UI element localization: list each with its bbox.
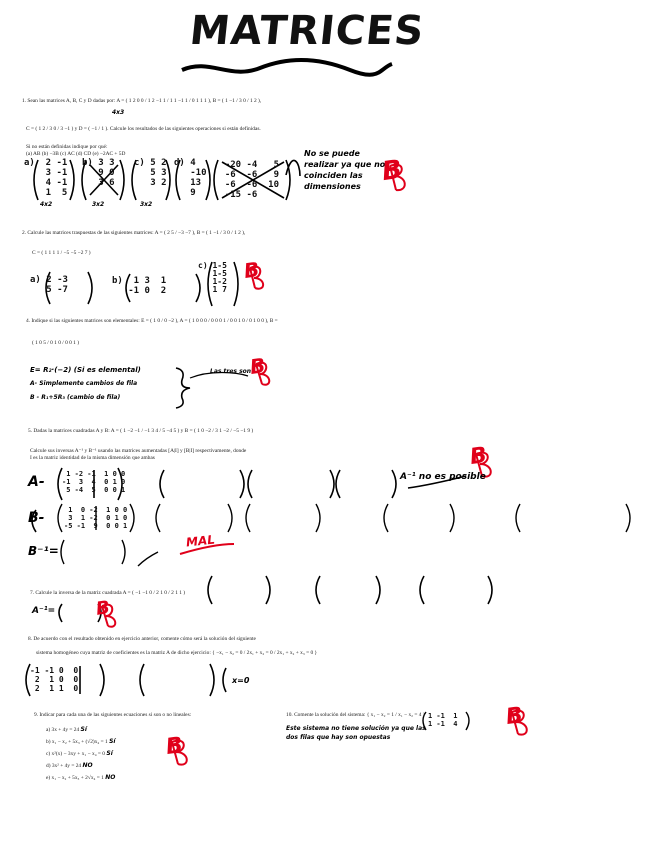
q5-a-work: 1 -2 -1 1 0 0 -1 3 4 0 1 0 5 -4 5 0 0 1 <box>62 470 126 494</box>
q5-b-label: B- <box>28 510 45 526</box>
q7-statement: 7. Calcule la inversa de la matriz cuadrada A = ( −1 −1 0 / 2 1 0 / 2 1 1 ) <box>30 590 186 596</box>
q1-dim-b: 3x2 <box>92 201 105 208</box>
q10-grade: B <box>504 702 525 731</box>
q1-dim-top: 4x3 <box>112 109 125 116</box>
q8-work: -1 -1 0 0 2 1 0 0 2 1 1 0 <box>30 666 79 693</box>
q1-statement-3: Si no están definidas indique por qué: <box>26 144 108 150</box>
q5-grade: B <box>468 442 489 471</box>
q9-answer: Sí <box>106 750 113 757</box>
q9-answer: NO <box>82 762 93 769</box>
q9-item <box>46 726 186 734</box>
q7-grade: B <box>94 597 112 620</box>
q2-work-c: c) 1-5 1-5 1-2 1 7 <box>198 261 227 294</box>
q4-line-e: E= R₂·(−2) (Si es elemental) <box>30 366 141 374</box>
q5-statement-3: I es la matriz identidad de la misma dimensión que ambas <box>30 455 155 461</box>
q10-statement: 10. Comente la solución del sistema: { x₁ − x₂ = 1 / x₁ − x₂ = 4 } <box>286 712 426 718</box>
q9-answer: Sí <box>109 738 116 745</box>
q1-dim-a: 4x2 <box>40 201 53 208</box>
q9-eq: d) 3x² + 4y = 24 <box>46 763 82 769</box>
q9-answer: NO <box>105 774 116 781</box>
q8-statement-2: sistema homogéneo cuya matriz de coeficientes es la matriz A de dicho ejercicio: { −x₁ − x₂ = 0 / 2x₁ + x₂ = 0 / 2x₁ + x₂ + x₃ = 0 } <box>36 650 318 656</box>
q9-item <box>46 750 186 758</box>
q2-work-b: b) 1 3 1 -1 0 2 <box>112 276 167 296</box>
q9-eq: c) x²(x) − 3xy + x₁ − x₄ = 0 <box>46 751 106 757</box>
q9-eq: a) 3x + 4y = 24 <box>46 727 80 733</box>
q4-statement: 4. Indique si las siguientes matrices son elementales: E = ( 1 0 / 0 −2 ), A = ( 1 0 0 0 / 0 0 0 1 / 0 0 1 0 / 0 1 0 0 ), B = <box>26 318 278 324</box>
q2-statement: 2. Calcule las matrices traspuestas de las siguientes matrices: A = ( 2 5 / −3 −7 ), B = ( 1 −1 / 3 0 / 1 2 ), <box>22 230 246 236</box>
q9-answer: Sí <box>80 726 87 733</box>
q1-work-d: d) 4 -10 13 9 <box>174 158 207 198</box>
q5-a-label: A- <box>28 474 45 490</box>
q2-grade: B <box>242 257 261 283</box>
q10-answer: Este sistema no tiene solución ya que las dos filas que hay son opuestas <box>286 725 426 741</box>
q5-a-note: A⁻¹ no es posible <box>400 472 486 482</box>
q9-eq: b) x₁ − x₂ + 5x₃ + (√2)x₄ = 1 <box>46 739 108 745</box>
page-title: MATRICES <box>187 8 427 54</box>
q1-items: (a) AB (b) −3B (c) AC (d) CD (e) −2AC + 5D <box>26 151 126 157</box>
q2-work-a: a) 2 -3 5 -7 <box>30 275 68 295</box>
q10-work: 1 -1 1 1 -1 4 <box>428 712 458 728</box>
q9-grade: B <box>164 732 185 761</box>
q1-note: No se puede realizar ya que no coinciden las dimensiones <box>304 149 386 191</box>
q9-eq: e) x₁ − x₂ + 5x₃ + 2√x₄ = 1 <box>46 775 104 781</box>
q1-statement: 1. Sean las matrices A, B, C y D dadas por: A = ( 1 2 0 0 / 1 2 −1 1 / 1 1 −1 1 / 0 1 1 1 ), B = ( 1 −1 / 3 0 / 1 2 ), <box>22 98 262 104</box>
q1-grade: B <box>380 154 404 188</box>
q1-work-c: c) 5 2 5 3 3 2 <box>134 158 167 188</box>
q2-statement-2: C = ( 1 1 1 1 / −5 −5 −2 7 ) <box>32 250 91 256</box>
q5-b-work: 1 0 -2 1 0 0 3 1 -2 0 1 0 -5 -1 9 0 0 1 <box>64 506 128 530</box>
q5-binv-label: B⁻¹= <box>28 544 59 558</box>
q9-item <box>46 774 186 782</box>
q8-result: x=0 <box>232 676 250 685</box>
q1-statement-2: C = ( 1 2 / 3 0 / 3 −1 ) y D = ( −1 / 1 ). Calcule los resultados de las siguientes operaciones si están definidas. <box>26 126 261 132</box>
q5-statement: 5. Dadas la matrices cuadradas A y B: A = ( 1 −2 −1 / −1 3 4 / 5 −4 5 ) y B = ( 1 0 −2 / 3 1 −2 / −5 −1 9 ) <box>28 428 254 434</box>
q4-line-b: B - R₁+5R₃ (cambio de fila) <box>30 394 121 401</box>
q1-dim-c: 3x2 <box>140 201 153 208</box>
q5-statement-2: Calcule sus inversas A⁻¹ y B⁻¹ usando las matrices aumentadas [A|I] y [B|I] respectivamente, donde <box>30 448 247 454</box>
q1-work-a: a) 2 -1 3 -1 4 -1 1 5 <box>24 158 68 198</box>
q1-work-e: -20 -4 5 -6 -6 9 -6 -6 10 -15 -6 <box>224 160 280 200</box>
q4-statement-2: ( 1 0 5 / 0 1 0 / 0 0 1 ) <box>32 340 80 346</box>
q4-brace-note: Las tres son <box>210 368 252 375</box>
q5-mal-mark: MAL <box>185 532 216 550</box>
q9-item <box>46 762 186 770</box>
q9-statement: 9. Indicar para cada una de las siguientes ecuaciones si son o no lineales: <box>34 712 192 718</box>
q4-grade: B <box>248 353 267 379</box>
q8-statement: 8. De acuerdo con el resultado obtenido en ejercicio anterior, comente cómo será la solución del siguiente <box>28 636 256 642</box>
q1-work-b: b) 3 3 9 0 3 6 <box>82 158 115 188</box>
q4-line-a: A- Simplemente cambios de fila <box>30 380 138 387</box>
q7-ainv-label: A⁻¹= <box>32 606 56 616</box>
